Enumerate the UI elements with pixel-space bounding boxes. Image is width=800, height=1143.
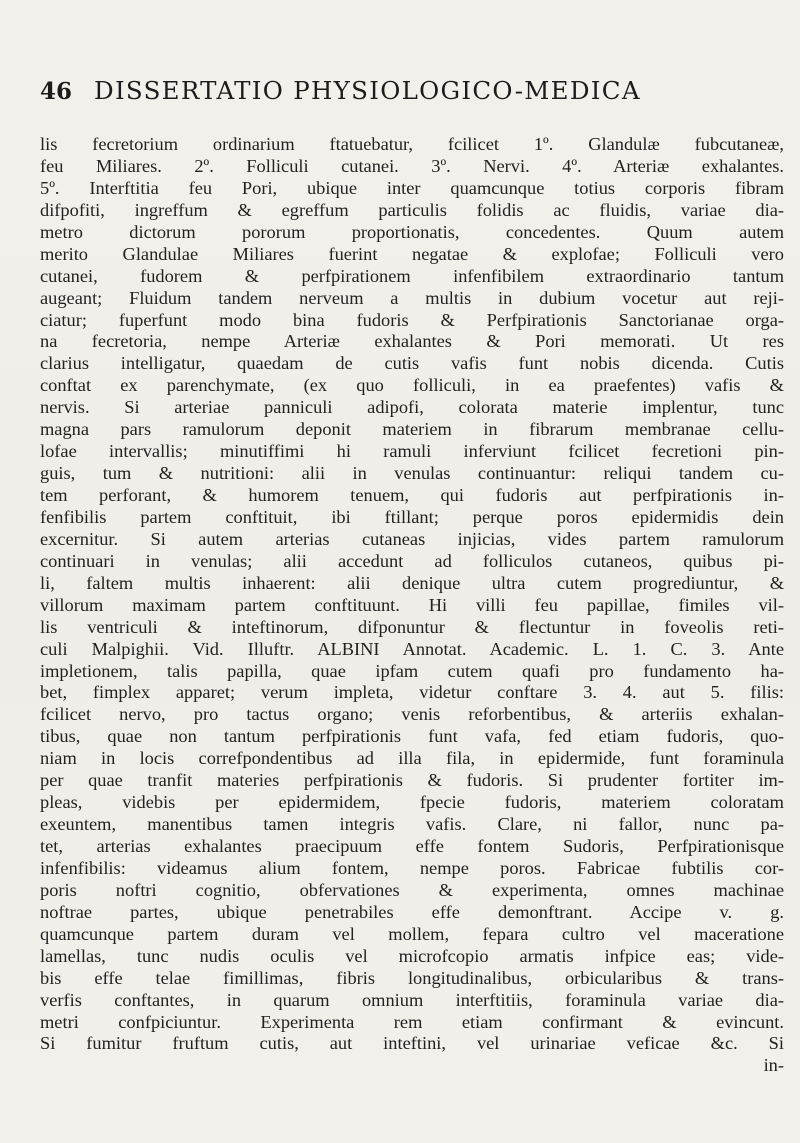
page-header <box>38 74 778 110</box>
text-line: quamcunque partem duram vel mollem, fepara cultro vel maceratione <box>40 923 784 944</box>
text-line: augeant; Fluidum tandem nerveum a multis in dubium vocetur aut reji- <box>40 287 784 308</box>
text-line: exeuntem, manentibus tamen integris vafis. Clare, ni fallor, nunc pa- <box>40 814 784 835</box>
text-line: fcilicet nervo, pro tactus organo; venis reforbentibus, & arteriis exhalan- <box>40 704 784 725</box>
text-line: nervis. Si arteriae panniculi adipofi, colorata materie implentur, tunc <box>40 397 784 418</box>
text-line: Si fumitur fruftum cutis, aut inteftini, vel urinariae veficae &c. Si <box>40 1033 784 1054</box>
text-line: bis effe telae fimillimas, fibris longitudinalibus, orbicularibus & trans- <box>40 967 784 988</box>
text-line: na fecretoria, nempe Arteriæ exhalantes & Pori memorati. Ut res <box>40 331 784 352</box>
text-line: tem perforant, & humorem tenuem, qui fudoris aut perfpirationis in- <box>40 485 784 505</box>
text-line: verfis conftantes, in quarum omnium interftitiis, foraminula variae dia- <box>40 989 784 1010</box>
body-text <box>40 134 784 1077</box>
text-line: pleas, videbis per epidermidem, fpecie fudoris, materiem coloratam <box>40 792 784 813</box>
text-line: infenfibilis: videamus alium fontem, nempe poros. Fabricae fubtilis cor- <box>40 857 784 878</box>
text-line: impletionem, talis papilla, quae ipfam cutem quafi pro fundamento ha- <box>40 660 784 681</box>
text-line: lis ventriculi & inteftinorum, difponuntur & flectuntur in foveolis reti- <box>40 616 784 637</box>
text-line: guis, tum & nutritioni: alii in venulas continuantur: reliqui tandem cu- <box>40 463 784 484</box>
text-line: continuari in venulas; alii accedunt ad folliculos cutaneos, quibus pi- <box>40 550 784 571</box>
page-number: 46 <box>40 78 73 105</box>
text-line: difpofiti, ingreffum & egreffum particulis folidis ac fluidis, variae dia- <box>40 199 784 220</box>
text-line: noftrae partes, ubique penetrabiles effe demonftrant. Accipe v. g. <box>40 901 784 922</box>
text-line: metro dictorum pororum proportionatis, concedentes. Quum autem <box>40 221 784 242</box>
text-line: clarius intelligatur, quaedam de cutis vafis funt nobis dicenda. Cutis <box>40 353 784 374</box>
text-line: per quae tranfit materies perfpirationis & fudoris. Si prudenter fortiter im- <box>40 770 784 791</box>
text-line: magna pars ramulorum deponit materiem in fibrarum membranae cellu- <box>40 419 784 440</box>
text-line: tet, arterias exhalantes praecipuum effe fontem Sudoris, Perfpirationisque <box>40 836 784 856</box>
text-line: conftat ex parenchymate, (ex quo folliculi, in ea praefentes) vafis & <box>40 375 784 396</box>
text-line: lis fecretorium ordinarium ftatuebatur, fcilicet 1º. Glandulæ fubcutaneæ, <box>40 134 784 154</box>
text-line: poris noftri cognitio, obfervationes & experimenta, omnes machinae <box>40 879 784 900</box>
text-line: lofae intervallis; minutiffimi hi ramuli inferviunt fcilicet fecretioni pin- <box>40 441 784 462</box>
text-line: merito Glandulae Miliares fuerint negatae & explofae; Folliculi vero <box>40 243 784 264</box>
text-line: niam in locis correfpondentibus ad illa fila, in epidermide, funt foraminula <box>40 748 784 769</box>
text-line: culi Malpighii. Vid. Illuftr. ALBINI Annotat. Academic. L. 1. C. 3. Ante <box>40 638 784 659</box>
text-line: cutanei, fudorem & perfpirationem infenfibilem extraordinario tantum <box>40 265 784 286</box>
text-line: lamellas, tunc nudis oculis vel microfcopio armatis infpice eas; vide- <box>40 945 784 966</box>
text-line: tibus, quae non tantum perfpirationis funt vafa, fed etiam fudoris, quo- <box>40 726 784 747</box>
text-line: fenfibilis partem conftituit, ibi ftillant; perque poros epidermidis dein <box>40 506 784 527</box>
text-line: 5º. Interftitia feu Pori, ubique inter quamcunque totius corporis fibram <box>40 177 784 198</box>
text-line: feu Miliares. 2º. Folliculi cutanei. 3º. Nervi. 4º. Arteriæ exhalantes. <box>40 155 784 176</box>
text-line: metri confpiciuntur. Experimenta rem etiam confirmant & evincunt. <box>40 1011 784 1032</box>
text-line: li, faltem multis inhaerent: alii denique ultra cutem progrediuntur, & <box>40 572 784 593</box>
text-line: ciatur; fuperfunt modo bina fudoris & Perfpirationis Sanctorianae orga- <box>40 309 784 330</box>
catchword-line: in- <box>763 1055 784 1076</box>
text-line: excernitur. Si autem arterias cutaneas injicias, vides partem ramulorum <box>40 528 784 549</box>
text-line: bet, fimplex apparet; verum impleta, videtur conftare 3. 4. aut 5. filis: <box>40 682 784 703</box>
text-line: villorum maximam partem conftituunt. Hi villi feu papillae, fimiles vil- <box>40 594 784 615</box>
running-title: DISSERTATIO PHYSIOLOGICO-MEDICA <box>94 76 641 105</box>
